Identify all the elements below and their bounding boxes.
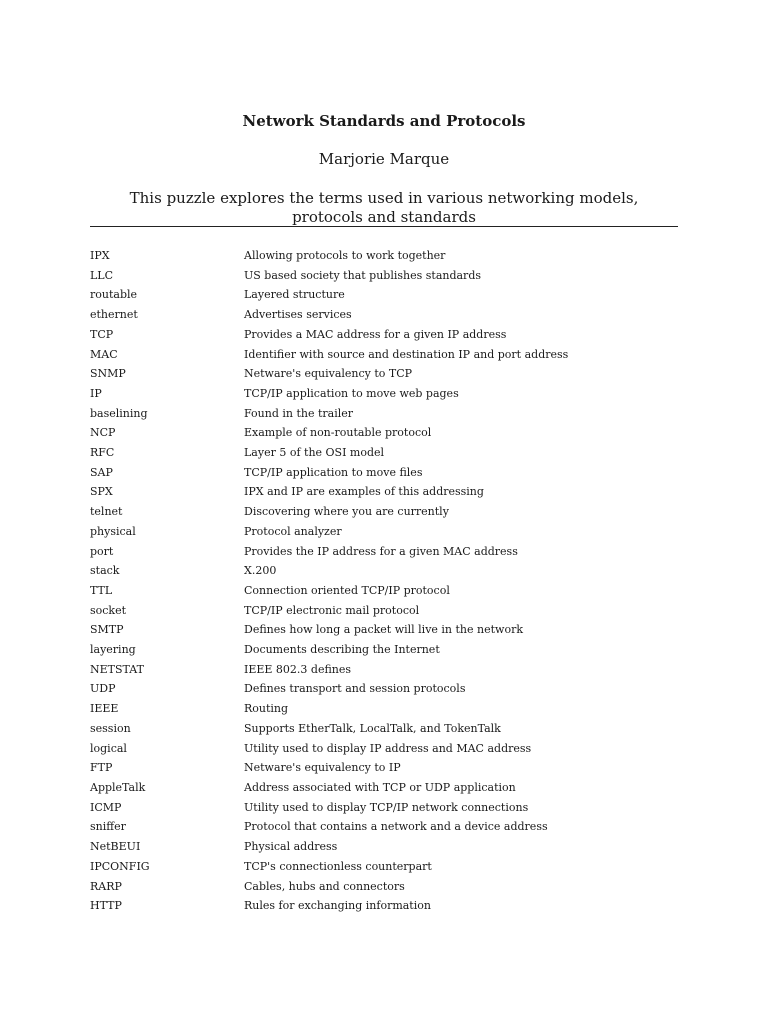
term-text: session: [90, 721, 131, 735]
divider-rule: [90, 226, 678, 227]
list-item: [90, 679, 690, 699]
clue-text: Rules for exchanging information: [244, 899, 431, 913]
term-text: RARP: [90, 879, 122, 893]
term-text: AppleTalk: [90, 780, 146, 794]
term-text: routable: [90, 288, 138, 302]
term-text: layering: [90, 643, 136, 657]
list-item: [90, 877, 690, 897]
list-item: [90, 601, 690, 621]
list-item: [90, 739, 690, 759]
term-text: HTTP: [90, 899, 122, 913]
clue-text: Connection oriented TCP/IP protocol: [244, 583, 450, 597]
clue-text: Protocol that contains a network and a device address: [244, 820, 548, 834]
list-item: [90, 325, 690, 345]
list-item: [90, 285, 690, 305]
term-text: socket: [90, 603, 127, 617]
term-text: physical: [90, 524, 136, 538]
list-item: [90, 502, 690, 522]
list-item: [90, 561, 690, 581]
term-text: TCP: [90, 327, 114, 341]
clue-text: TCP/IP electronic mail protocol: [244, 603, 420, 617]
clue-text: Layered structure: [244, 288, 345, 302]
clue-text: TCP/IP application to move files: [244, 465, 423, 479]
clue-text: Supports EtherTalk, LocalTalk, and TokenTalk: [244, 721, 501, 735]
list-item: [90, 896, 690, 916]
list-item: [90, 758, 690, 778]
term-text: IPCONFIG: [90, 859, 150, 873]
list-item: [90, 443, 690, 463]
term-text: SNMP: [90, 367, 126, 381]
clue-text: Defines transport and session protocols: [244, 682, 466, 696]
clue-text: US based society that publishes standards: [244, 268, 481, 282]
list-item: [90, 620, 690, 640]
clue-text: IEEE 802.3 defines: [244, 662, 352, 676]
term-text: NCP: [90, 426, 116, 440]
list-item: [90, 837, 690, 857]
term-clue-list: [90, 246, 690, 916]
clue-text: Protocol analyzer: [244, 524, 342, 538]
clue-text: Provides the IP address for a given MAC address: [244, 544, 518, 558]
term-text: LLC: [90, 268, 114, 282]
term-text: SAP: [90, 465, 113, 479]
clue-text: Advertises services: [244, 308, 352, 322]
clue-text: Defines how long a packet will live in the network: [244, 623, 524, 637]
term-text: logical: [90, 741, 127, 755]
clue-text: Cables, hubs and connectors: [244, 879, 405, 893]
clue-text: Provides a MAC address for a given IP address: [244, 327, 507, 341]
list-item: [90, 857, 690, 877]
term-text: port: [90, 544, 114, 558]
list-item: [90, 522, 690, 542]
clue-text: IPX and IP are examples of this addressing: [244, 485, 484, 499]
clue-text: Allowing protocols to work together: [244, 249, 446, 262]
list-item: [90, 266, 690, 286]
term-text: ICMP: [90, 800, 122, 814]
term-text: FTP: [90, 761, 113, 775]
term-text: IP: [90, 386, 102, 400]
list-item: [90, 364, 690, 384]
list-item: [90, 482, 690, 502]
list-item: [90, 660, 690, 680]
clue-text: Address associated with TCP or UDP application: [244, 780, 516, 794]
term-text: NetBEUI: [90, 840, 141, 854]
clue-text: Netware's equivalency to TCP: [244, 367, 413, 381]
list-item: [90, 640, 690, 660]
list-item: [90, 719, 690, 739]
list-item: [90, 246, 690, 266]
clue-text: Netware's equivalency to IP: [244, 761, 401, 775]
list-item: [90, 778, 690, 798]
term-text: UDP: [90, 682, 116, 696]
clue-text: Layer 5 of the OSI model: [244, 446, 385, 460]
clue-text: Example of non-routable protocol: [244, 426, 432, 440]
list-item: [90, 423, 690, 443]
term-text: RFC: [90, 446, 115, 460]
list-item: [90, 463, 690, 483]
page-title: Network Standards and Protocols: [242, 112, 526, 130]
clue-text: Utility used to display TCP/IP network connections: [244, 800, 529, 814]
author-name: Marjorie Marque: [318, 150, 450, 168]
term-text: baselining: [90, 406, 148, 420]
list-item: [90, 404, 690, 424]
list-item: [90, 817, 690, 837]
term-text: MAC: [90, 347, 118, 361]
list-item: [90, 305, 690, 325]
clue-text: Found in the trailer: [244, 406, 354, 420]
clue-text: X.200: [244, 564, 277, 578]
clue-text: Physical address: [244, 840, 338, 854]
term-text: ethernet: [90, 308, 138, 322]
term-text: stack: [90, 564, 120, 578]
clue-text: Discovering where you are currently: [244, 505, 449, 519]
term-text: sniffer: [90, 820, 126, 834]
term-text: NETSTAT: [90, 662, 144, 676]
list-item: [90, 345, 690, 365]
term-text: SMTP: [90, 623, 124, 637]
term-text: IPX: [90, 249, 110, 262]
list-item: [90, 542, 690, 562]
term-text: TTL: [90, 583, 113, 597]
list-item: [90, 384, 690, 404]
clue-text: Utility used to display IP address and MAC address: [244, 741, 532, 755]
clue-text: Routing: [244, 702, 289, 716]
list-item: [90, 798, 690, 818]
term-text: SPX: [90, 485, 113, 499]
clue-text: TCP/IP application to move web pages: [244, 386, 459, 400]
term-text: IEEE: [90, 702, 119, 716]
list-item: [90, 699, 690, 719]
term-text: telnet: [90, 505, 123, 519]
clue-text: Identifier with source and destination IP and port address: [244, 347, 569, 361]
clue-text: Documents describing the Internet: [244, 643, 440, 657]
list-item: [90, 581, 690, 601]
intro-text: This puzzle explores the terms used in various networking models, protocols and standards: [129, 189, 639, 226]
clue-text: TCP's connectionless counterpart: [244, 859, 432, 873]
